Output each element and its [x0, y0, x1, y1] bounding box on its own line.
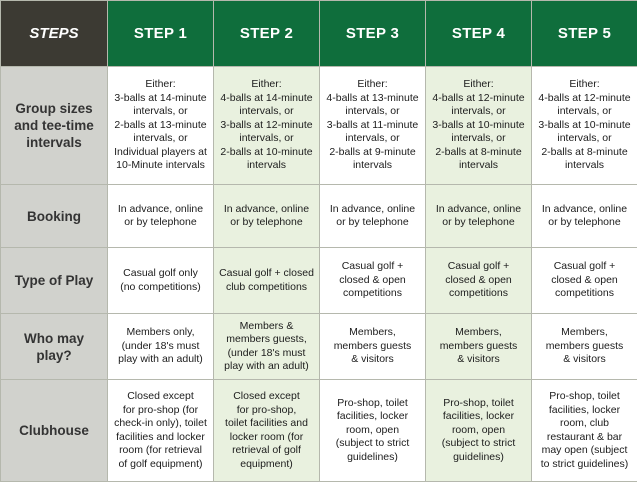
step-2-header: STEP 2: [214, 1, 320, 67]
cell-type-of-play-step-4: Casual golf + closed & open competitions: [426, 248, 532, 314]
cell-who-may-play-step-2: Members & members guests, (under 18's must play with an adult): [214, 314, 320, 380]
cell-who-may-play-step-1: Members only, (under 18's must play with an adult): [108, 314, 214, 380]
cell-group-sizes-step-1: Either: 3-balls at 14-minute intervals, or 2-balls at 13-minute intervals, or Individual players at 10-Minute intervals: [108, 67, 214, 185]
step-5-header: STEP 5: [532, 1, 637, 67]
cell-clubhouse-step-1: Closed except for pro-shop (for check-in only), toilet facilities and locker room (for retrieval of golf equipment): [108, 380, 214, 482]
cell-clubhouse-step-5: Pro-shop, toilet facilities, locker room, club restaurant & bar may open (subject to strict guidelines): [532, 380, 637, 482]
row-label-group-sizes: Group sizes and tee-time intervals: [1, 67, 108, 185]
cell-group-sizes-step-3: Either: 4-balls at 13-minute intervals, or 3-balls at 11-minute intervals, or 2-balls at 9-minute intervals: [320, 67, 426, 185]
row-who-may-play: [1, 314, 637, 380]
cell-type-of-play-step-2: Casual golf + closed club competitions: [214, 248, 320, 314]
cell-booking-step-2: In advance, online or by telephone: [214, 185, 320, 248]
cell-clubhouse-step-3: Pro-shop, toilet facilities, locker room, open (subject to strict guidelines): [320, 380, 426, 482]
cell-group-sizes-step-5: Either: 4-balls at 12-minute intervals, or 3-balls at 10-minute intervals, or 2-balls at 8-minute intervals: [532, 67, 637, 185]
cell-who-may-play-step-5: Members, members guests & visitors: [532, 314, 637, 380]
cell-group-sizes-step-4: Either: 4-balls at 12-minute intervals, or 3-balls at 10-minute intervals, or 2-balls at 8-minute intervals: [426, 67, 532, 185]
header-row: [1, 1, 637, 67]
row-label-type-of-play: Type of Play: [1, 248, 108, 314]
step-4-header: STEP 4: [426, 1, 532, 67]
cell-type-of-play-step-3: Casual golf + closed & open competitions: [320, 248, 426, 314]
cell-who-may-play-step-3: Members, members guests & visitors: [320, 314, 426, 380]
cell-clubhouse-step-4: Pro-shop, toilet facilities, locker room, open (subject to strict guidelines): [426, 380, 532, 482]
cell-type-of-play-step-5: Casual golf + closed & open competitions: [532, 248, 637, 314]
cell-booking-step-3: In advance, online or by telephone: [320, 185, 426, 248]
row-clubhouse: [1, 380, 637, 482]
row-label-booking: Booking: [1, 185, 108, 248]
cell-clubhouse-step-2: Closed except for pro-shop, toilet facilities and locker room (for retrieval of golf equipment): [214, 380, 320, 482]
row-label-clubhouse: Clubhouse: [1, 380, 108, 482]
steps-corner-label: STEPS: [1, 1, 108, 67]
cell-booking-step-1: In advance, online or by telephone: [108, 185, 214, 248]
cell-type-of-play-step-1: Casual golf only (no competitions): [108, 248, 214, 314]
row-booking: [1, 185, 637, 248]
row-group-sizes: [1, 67, 637, 185]
step-1-header: STEP 1: [108, 1, 214, 67]
cell-group-sizes-step-2: Either: 4-balls at 14-minute intervals, or 3-balls at 12-minute intervals, or 2-balls at 10-minute intervals: [214, 67, 320, 185]
cell-booking-step-4: In advance, online or by telephone: [426, 185, 532, 248]
row-type-of-play: [1, 248, 637, 314]
step-3-header: STEP 3: [320, 1, 426, 67]
row-label-who-may-play: Who may play?: [1, 314, 108, 380]
cell-booking-step-5: In advance, online or by telephone: [532, 185, 637, 248]
cell-who-may-play-step-4: Members, members guests & visitors: [426, 314, 532, 380]
